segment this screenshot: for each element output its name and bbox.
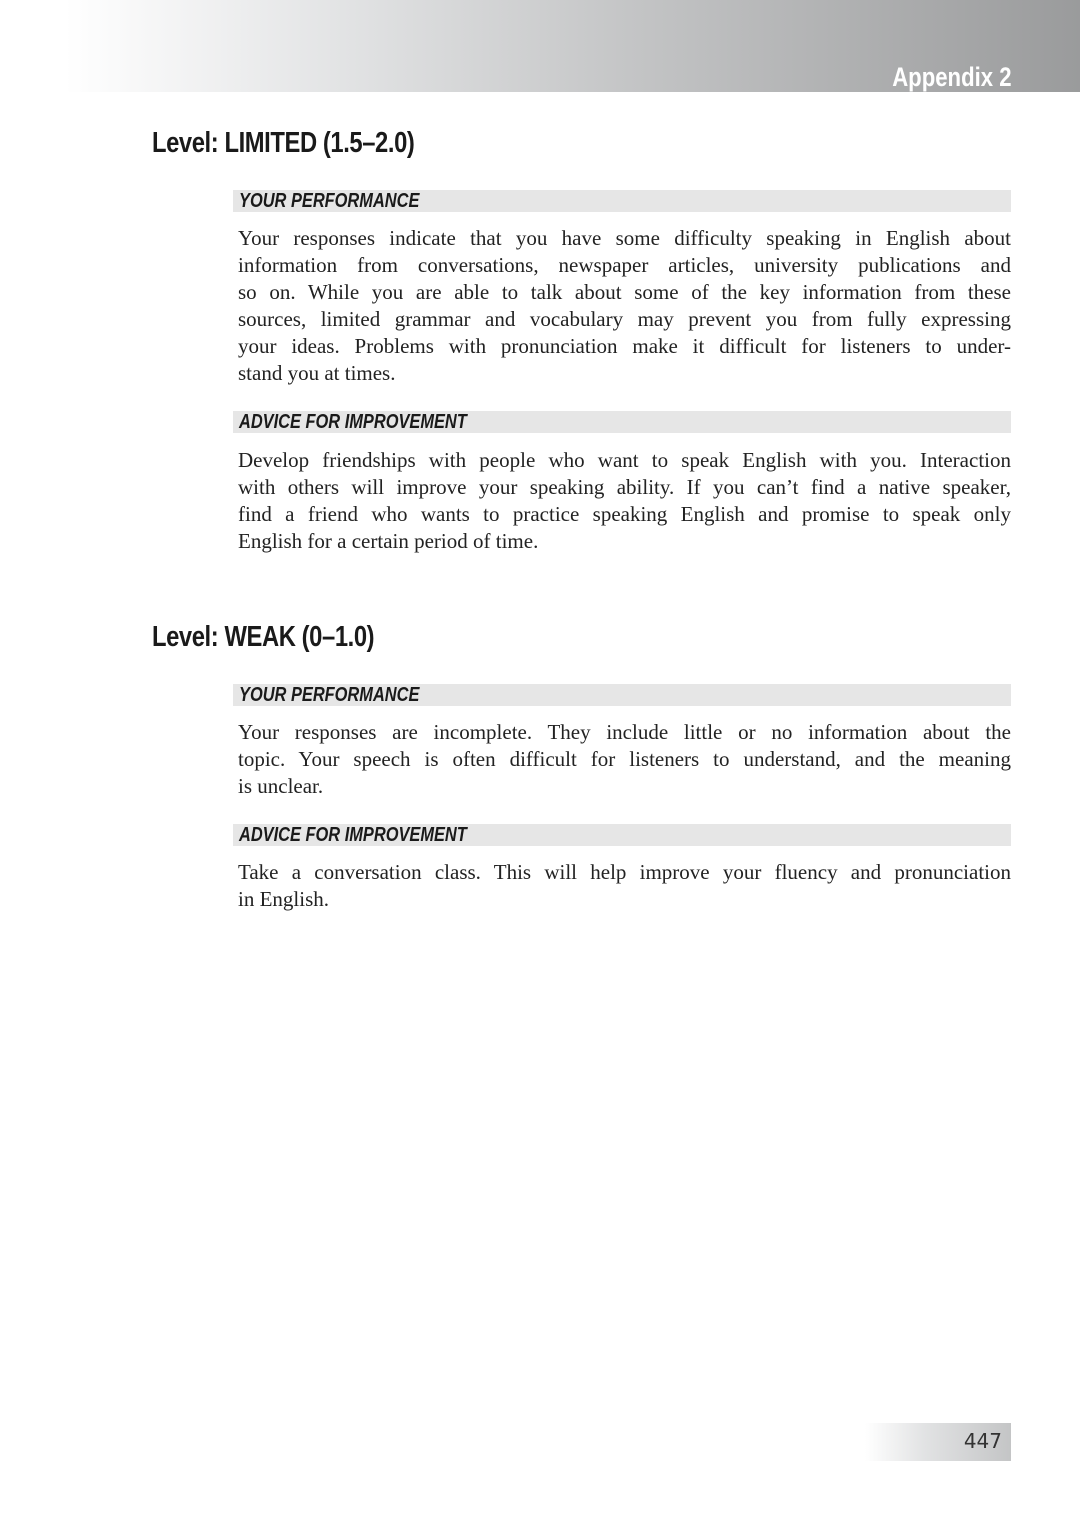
section-bar-advice	[233, 411, 1011, 433]
page-number: 447	[963, 1429, 1002, 1453]
section-label: YOUR PERFORMANCE	[239, 190, 420, 212]
text-line: Develop friendships with people who want to speak English with you. Interaction	[238, 448, 1011, 472]
text-line: find a friend who wants to practice speaking English and promise to speak only	[238, 502, 1011, 526]
page-header-band	[0, 0, 1080, 92]
advice-text	[238, 859, 1011, 913]
appendix-title: Appendix 2	[892, 62, 1012, 92]
text-line: English for a certain period of time.	[238, 529, 539, 553]
section-label: YOUR PERFORMANCE	[239, 684, 420, 706]
text-line: with others will improve your speaking ability. If you can’t find a native speaker,	[238, 475, 1011, 499]
performance-text	[238, 225, 1011, 387]
text-line: Take a conversation class. This will help improve your fluency and pronunciation	[238, 860, 1011, 884]
section-label: ADVICE FOR IMPROVEMENT	[239, 411, 467, 433]
section-label: ADVICE FOR IMPROVEMENT	[239, 824, 467, 846]
section-bar-performance	[233, 190, 1011, 212]
text-line: in English.	[238, 887, 330, 911]
performance-text	[238, 719, 1011, 800]
level-heading-weak: Level: WEAK (0–1.0)	[152, 621, 375, 653]
text-line: Your responses are incomplete. They include little or no information about the	[238, 720, 1011, 744]
text-line: so on. While you are able to talk about some of the key information from these	[238, 280, 1011, 304]
text-line: topic. Your speech is often difficult for listeners to understand, and the meaning	[238, 747, 1011, 771]
text-line: stand you at times.	[238, 361, 396, 385]
section-bar-advice	[233, 824, 1011, 846]
text-line: is unclear.	[238, 774, 324, 798]
page-number-box	[865, 1423, 1011, 1461]
level-heading-limited: Level: LIMITED (1.5–2.0)	[152, 127, 415, 159]
advice-text	[238, 447, 1011, 555]
section-bar-performance	[233, 684, 1011, 706]
text-line: sources, limited grammar and vocabulary may prevent you from fully expressing	[238, 307, 1011, 331]
text-line: Your responses indicate that you have some difficulty speaking in English about	[238, 226, 1011, 250]
text-line: your ideas. Problems with pronunciation make it difficult for listeners to under-	[238, 334, 1011, 358]
text-line: information from conversations, newspaper articles, university publications and	[238, 253, 1011, 277]
